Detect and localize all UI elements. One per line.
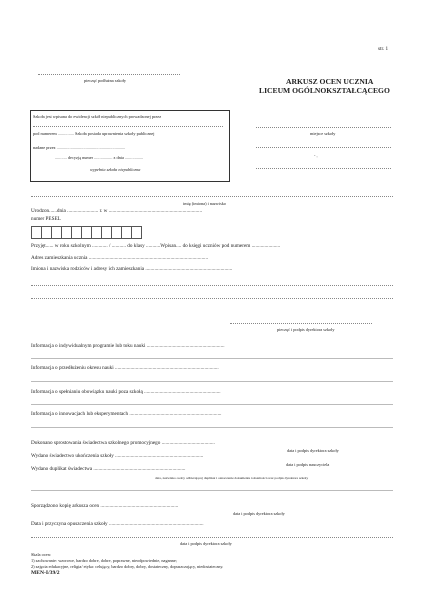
copy-line: Sporządzono kopię arkusza ocen ............................................................ (31, 503, 179, 509)
school-place-dash: - , (314, 153, 318, 158)
page-number: str. 1 (378, 46, 389, 52)
cert-rule (31, 490, 393, 491)
birth-line: Urodzon......dnia ........................ r. w ........................................................................ (31, 208, 203, 214)
leave-dots (31, 537, 393, 538)
name-label: imię (imiona) i nazwisko (183, 201, 227, 206)
parents-line: Imiona i nazwiska rodziców i adresy ich zamieszkania ................................................................... (31, 266, 233, 272)
school-dots-3 (256, 168, 391, 169)
director-sig-dots (230, 323, 372, 324)
title-line2: LICEUM OGÓLNOKSZTAŁCĄCEGO (259, 86, 390, 95)
cert-correction-line: Dokonano sprostowania świadectwa szkolnego promocyjnego ......................................... (31, 440, 215, 446)
cert-duplicate-note: data, nazwisko osoby odbierającej duplikat i oznaczenie dokumentu tożsamości oraz podpis dyrektora szkoły (155, 476, 309, 480)
info-extension: Informacja o przedłużeniu okresu nauki ................................................................................ (31, 365, 219, 371)
leave-note: data i podpis dyrektora szkoły (180, 541, 232, 546)
school-name-dots (256, 127, 391, 128)
info-outside-school: Informacja o spełnianiu obowiązku nauki poza szkołą ........................................................... (31, 389, 221, 395)
parents-dots-2 (31, 298, 393, 299)
info4-rule (31, 427, 393, 428)
stamp-dots (38, 74, 180, 75)
info-innovations: Informacja o innowacjach lub eksperymentach ....................................................................... (31, 411, 222, 417)
box-line1: Szkoła jest wpisana do ewidencji szkół niepublicznych prowadzonej przez (33, 114, 162, 119)
box-line2: pod numerem ............... Szkoła posiada uprawnienia szkoły publicznej (33, 131, 155, 136)
box-dots (33, 126, 223, 127)
scale-subjects: 2) zajęcia edukacyjne, religia/ etyka: celujący, bardzo dobry, dobry, dostateczny, dopuszczający, niedostateczny. (31, 564, 224, 569)
director-sig-label: pieczęć i podpis dyrektora szkoły (277, 327, 335, 332)
pesel-label: numer PESEL (31, 216, 61, 222)
school-place-label: miejsce szkoły (310, 131, 336, 136)
box-line4: ........... decyzją numer ................. z dnia ................. (55, 155, 144, 160)
admission-line: Przyjęt...... w roku szkolnym ............ / ........... do klasy ...........Wpisan.... do księgi uczniów pod numerem ...................... (31, 243, 281, 249)
box-line5: wypełnia szkoła niepubliczna (90, 167, 141, 172)
parents-dots-1 (31, 285, 393, 286)
cert-duplicate-line: Wydano duplikat świadectwa ....................................................................... (31, 466, 186, 472)
scale-title: Skala ocen: (31, 552, 51, 557)
address-line: Adres zamieszkania ucznia ............................................................................................ (31, 255, 209, 261)
info3-rule (31, 404, 393, 405)
title-line1: ARKUSZ OCEN UCZNIA (286, 77, 374, 86)
info1-rule (31, 358, 393, 359)
scale-behavior: 1) zachowanie: wzorowe, bardzo dobre, dobre, poprawne, nieodpowiednie, naganne; (31, 558, 177, 563)
pesel-digit-box[interactable] (131, 226, 142, 239)
school-dots-2 (256, 147, 391, 148)
box-line3: nadane przez ................................................................ (33, 145, 126, 150)
cert-correction-note: data i podpis dyrektora szkoły (287, 448, 339, 453)
info-individual-program: Informacja o indywidualnym programie lub toku nauki ............................................................ (31, 343, 225, 349)
cert-graduation-line: Wydano świadectwo ukończenia szkoły .................................................................... (31, 453, 204, 459)
form-code: MEN-I/39/2 (31, 570, 60, 576)
pesel-boxes (31, 226, 141, 239)
leave-line: Data i przyczyna opuszczenia szkoły ......................................................................... (31, 521, 204, 527)
cert-graduation-note: data i podpis nauczyciela (286, 462, 330, 467)
name-dots (31, 196, 393, 197)
copy-note: data i podpis dyrektora szkoły (233, 511, 285, 516)
stamp-label: pieczęć podłużna szkoły (84, 78, 126, 83)
info2-rule (31, 381, 393, 382)
